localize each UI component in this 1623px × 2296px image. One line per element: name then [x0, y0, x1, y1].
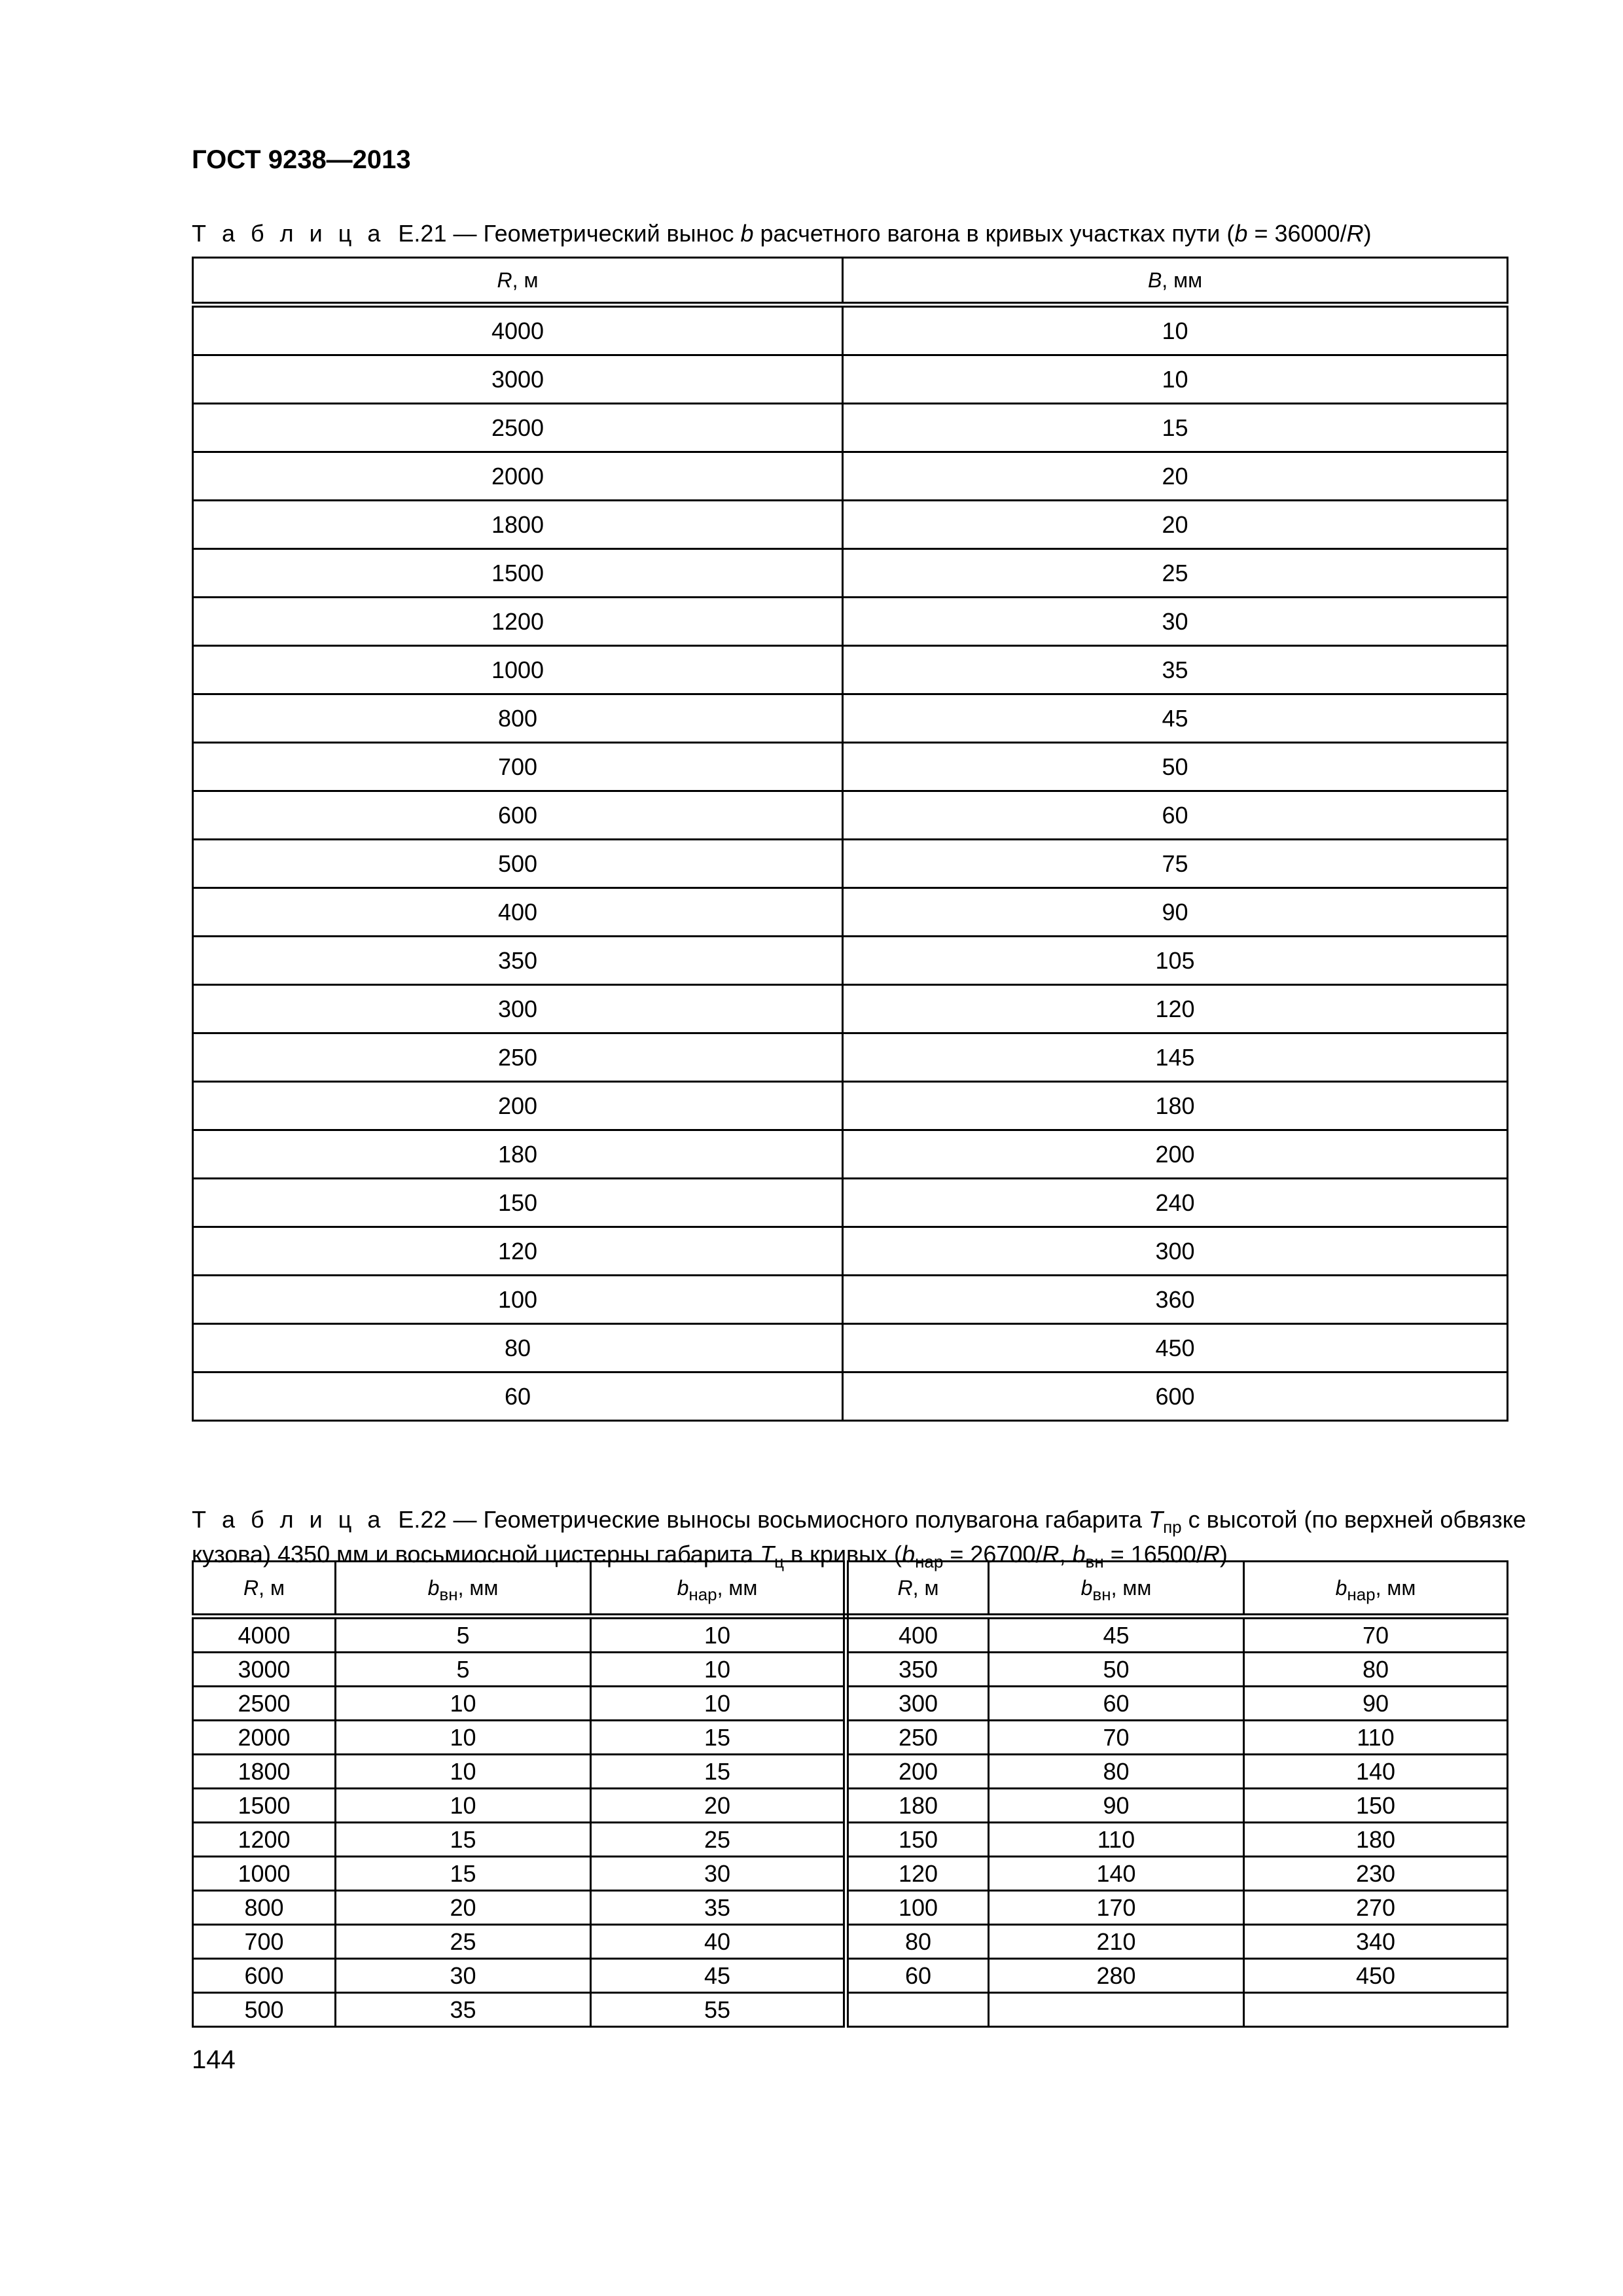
- table-cell: 280: [989, 1959, 1244, 1993]
- header-unit: , м: [912, 1575, 939, 1600]
- header-var: b: [1080, 1575, 1093, 1600]
- table-cell: 140: [989, 1857, 1244, 1891]
- table-cell: 45: [591, 1959, 846, 1993]
- table-row: [193, 1755, 1508, 1789]
- table-cell: 400: [193, 888, 843, 937]
- table-cell: 30: [336, 1959, 591, 1993]
- table-cell: 30: [591, 1857, 846, 1891]
- table-row: [193, 1130, 1508, 1179]
- table-cell: 60: [989, 1687, 1244, 1721]
- table-row: [193, 549, 1508, 598]
- table-row: [193, 452, 1508, 501]
- table-cell: 180: [1244, 1823, 1508, 1857]
- caption-var-r: R: [1202, 1541, 1220, 1568]
- table-cell: 60: [193, 1372, 843, 1421]
- table-row: [193, 888, 1508, 937]
- caption-var-b: b: [740, 220, 754, 247]
- table-cell: 3000: [193, 355, 843, 404]
- table-number: Е.21: [398, 220, 447, 247]
- caption-var-b: b: [902, 1541, 916, 1568]
- table-cell: 35: [843, 646, 1508, 694]
- column-header-r: [846, 1562, 989, 1617]
- table-row: [193, 355, 1508, 404]
- table-row: [193, 1959, 1508, 1993]
- table-cell: 1500: [193, 549, 843, 598]
- header-var: R: [497, 268, 512, 292]
- table-cell: 55: [591, 1993, 846, 2027]
- table-cell: 250: [193, 1033, 843, 1082]
- table-row: [193, 1857, 1508, 1891]
- table-row: [193, 1721, 1508, 1755]
- table-cell: 400: [846, 1617, 989, 1653]
- caption-text: — Геометрические выносы восьмиосного полувагона габарита: [446, 1506, 1149, 1533]
- table-cell: 10: [336, 1721, 591, 1755]
- table-cell: 120: [846, 1857, 989, 1891]
- table-cell: 600: [843, 1372, 1508, 1421]
- caption-var-r: R: [1042, 1541, 1060, 1568]
- document-code: ГОСТ 9238—2013: [192, 145, 411, 174]
- header-var: B: [1147, 268, 1162, 292]
- caption-text: кузова) 4350 мм и восьмиосной цистерны габарита: [192, 1541, 760, 1568]
- table-cell: 90: [989, 1789, 1244, 1823]
- page-number: 144: [192, 2045, 236, 2074]
- table-row: [193, 937, 1508, 985]
- table-cell: 45: [843, 694, 1508, 743]
- header-var: R: [897, 1575, 913, 1600]
- column-header-bvn: [336, 1562, 591, 1617]
- header-unit: , м: [259, 1575, 285, 1600]
- table-cell: 70: [1244, 1617, 1508, 1653]
- table-row: [193, 791, 1508, 840]
- table-cell: 20: [843, 452, 1508, 501]
- table-cell: 170: [989, 1891, 1244, 1925]
- table-cell: 200: [843, 1130, 1508, 1179]
- table-e22-body: [193, 1617, 1508, 2027]
- table-number: Е.22: [398, 1506, 447, 1533]
- table-cell: 150: [846, 1823, 989, 1857]
- table-cell: 10: [591, 1653, 846, 1687]
- column-header-bnar: [591, 1562, 846, 1617]
- table-row: [193, 1179, 1508, 1227]
- table-cell: 25: [591, 1823, 846, 1857]
- table-cell: 1800: [193, 1755, 336, 1789]
- header-sub: вн: [439, 1584, 458, 1604]
- table-label: Т а б л и ц а: [192, 220, 385, 247]
- table-cell: 500: [193, 1993, 336, 2027]
- table-cell: 500: [193, 840, 843, 888]
- table-cell: 10: [843, 355, 1508, 404]
- table-cell: 600: [193, 1959, 336, 1993]
- table-row: [193, 305, 1508, 355]
- table-row: [193, 1925, 1508, 1959]
- table-cell: 300: [846, 1687, 989, 1721]
- table-cell: 250: [846, 1721, 989, 1755]
- table-cell: 140: [1244, 1755, 1508, 1789]
- table-cell: 105: [843, 937, 1508, 985]
- table-cell: 450: [1244, 1959, 1508, 1993]
- caption-text: ,: [1059, 1541, 1073, 1568]
- table-label: Т а б л и ц а: [192, 1506, 385, 1533]
- caption-formula: = 26700/: [943, 1541, 1043, 1568]
- table-row: [193, 1227, 1508, 1276]
- table-cell: 80: [846, 1925, 989, 1959]
- table-row: [193, 985, 1508, 1033]
- header-unit: , мм: [457, 1575, 499, 1600]
- table-cell: 120: [193, 1227, 843, 1276]
- table-row: [193, 1617, 1508, 1653]
- caption-var-b: b: [1234, 220, 1248, 247]
- table-cell: 35: [336, 1993, 591, 2027]
- caption-text: расчетного вагона в кривых участках пути (: [753, 220, 1235, 247]
- table-cell: 2500: [193, 404, 843, 452]
- table-row: [193, 743, 1508, 791]
- table-row: [193, 1033, 1508, 1082]
- table-cell: 300: [843, 1227, 1508, 1276]
- caption-sub: пр: [1163, 1517, 1182, 1537]
- table-row: [193, 1324, 1508, 1372]
- table-cell: 40: [591, 1925, 846, 1959]
- table-cell: 350: [846, 1653, 989, 1687]
- table-cell: 145: [843, 1033, 1508, 1082]
- header-var: R: [243, 1575, 259, 1600]
- table-cell: 100: [193, 1276, 843, 1324]
- table-cell: 1200: [193, 598, 843, 646]
- table-row: [193, 1276, 1508, 1324]
- table-cell: 80: [989, 1755, 1244, 1789]
- table-cell: 700: [193, 1925, 336, 1959]
- caption-text: с высотой (по верхней обвязке: [1181, 1506, 1526, 1533]
- table-cell: 15: [336, 1823, 591, 1857]
- table-cell: 360: [843, 1276, 1508, 1324]
- table-cell: 180: [843, 1082, 1508, 1130]
- table-cell: 3000: [193, 1653, 336, 1687]
- column-header-r: [193, 258, 843, 305]
- table-cell: 1500: [193, 1789, 336, 1823]
- caption-var-r: R: [1346, 220, 1364, 247]
- table-cell: 600: [193, 791, 843, 840]
- table-cell: 450: [843, 1324, 1508, 1372]
- table-cell: 180: [846, 1789, 989, 1823]
- table-cell: 10: [591, 1617, 846, 1653]
- table-cell: 15: [843, 404, 1508, 452]
- table-cell: [846, 1993, 989, 2027]
- table-cell: 45: [989, 1617, 1244, 1653]
- caption-text: в кривых (: [784, 1541, 902, 1568]
- table-cell: 270: [1244, 1891, 1508, 1925]
- table-cell: 110: [1244, 1721, 1508, 1755]
- table-cell: 10: [843, 305, 1508, 355]
- table-cell: [989, 1993, 1244, 2027]
- table-cell: 20: [843, 501, 1508, 549]
- header-var: b: [427, 1575, 440, 1600]
- table-cell: 20: [336, 1891, 591, 1925]
- table-cell: 2000: [193, 1721, 336, 1755]
- table-cell: 200: [193, 1082, 843, 1130]
- caption-sub: ц: [774, 1552, 785, 1571]
- table-cell: 15: [336, 1857, 591, 1891]
- header-unit: , мм: [1162, 268, 1203, 292]
- table-row: [193, 404, 1508, 452]
- table-row: [193, 1823, 1508, 1857]
- table-cell: 10: [336, 1789, 591, 1823]
- table-cell: 25: [336, 1925, 591, 1959]
- table-cell: 800: [193, 1891, 336, 1925]
- table-cell: 2000: [193, 452, 843, 501]
- table-cell: 20: [591, 1789, 846, 1823]
- table-row: [193, 1372, 1508, 1421]
- table-row: [193, 1082, 1508, 1130]
- table-cell: 4000: [193, 1617, 336, 1653]
- table-e21-body: [193, 305, 1508, 1421]
- table-cell: 100: [846, 1891, 989, 1925]
- table-cell: 700: [193, 743, 843, 791]
- table-row: [193, 598, 1508, 646]
- table-cell: 230: [1244, 1857, 1508, 1891]
- header-sub: вн: [1092, 1584, 1111, 1604]
- table-cell: 350: [193, 937, 843, 985]
- table-cell: 1000: [193, 646, 843, 694]
- table-cell: 1000: [193, 1857, 336, 1891]
- table-cell: 4000: [193, 305, 843, 355]
- header-sub: нар: [1347, 1584, 1376, 1604]
- header-unit: , мм: [717, 1575, 758, 1600]
- table-cell: 80: [193, 1324, 843, 1372]
- table-cell: 180: [193, 1130, 843, 1179]
- table-cell: 25: [843, 549, 1508, 598]
- table-cell: 340: [1244, 1925, 1508, 1959]
- table-cell: 90: [843, 888, 1508, 937]
- table-cell: 300: [193, 985, 843, 1033]
- table-cell: 35: [591, 1891, 846, 1925]
- header-unit: , мм: [1375, 1575, 1416, 1600]
- table-cell: 90: [1244, 1687, 1508, 1721]
- caption-sub: нар: [915, 1552, 944, 1571]
- caption-sub: вн: [1085, 1552, 1104, 1571]
- table-cell: 60: [843, 791, 1508, 840]
- table-row: [193, 840, 1508, 888]
- table-row: [193, 501, 1508, 549]
- table-cell: 80: [1244, 1653, 1508, 1687]
- header-sub: нар: [688, 1584, 717, 1604]
- header-unit: , мм: [1111, 1575, 1152, 1600]
- table-cell: 5: [336, 1653, 591, 1687]
- header-var: b: [1335, 1575, 1347, 1600]
- table-e21: [192, 257, 1508, 1422]
- caption-var-b: b: [1072, 1541, 1086, 1568]
- column-header-bvn: [989, 1562, 1244, 1617]
- caption-formula: = 16500/: [1103, 1541, 1203, 1568]
- table-cell: 2500: [193, 1687, 336, 1721]
- table-cell: 210: [989, 1925, 1244, 1959]
- table-e21-caption: [192, 213, 1372, 255]
- table-cell: 1200: [193, 1823, 336, 1857]
- caption-formula: = 36000/: [1247, 220, 1347, 247]
- table-row: [193, 646, 1508, 694]
- table-cell: 10: [336, 1755, 591, 1789]
- table-cell: 70: [989, 1721, 1244, 1755]
- table-cell: 150: [1244, 1789, 1508, 1823]
- table-row: [193, 1891, 1508, 1925]
- caption-text: ): [1219, 1541, 1228, 1568]
- table-cell: 15: [591, 1721, 846, 1755]
- table-cell: 200: [846, 1755, 989, 1789]
- table-row: [193, 1653, 1508, 1687]
- table-row: [193, 1789, 1508, 1823]
- table-row: [193, 1993, 1508, 2027]
- table-cell: 30: [843, 598, 1508, 646]
- table-cell: [1244, 1993, 1508, 2027]
- table-row: [193, 694, 1508, 743]
- caption-var-t: T: [760, 1541, 775, 1568]
- table-cell: 50: [989, 1653, 1244, 1687]
- header-unit: , м: [512, 268, 539, 292]
- table-e22: [192, 1560, 1508, 2028]
- table-cell: 75: [843, 840, 1508, 888]
- header-var: b: [677, 1575, 689, 1600]
- caption-var-t: T: [1149, 1506, 1164, 1533]
- table-cell: 50: [843, 743, 1508, 791]
- caption-text: ): [1363, 220, 1372, 247]
- table-cell: 120: [843, 985, 1508, 1033]
- table-cell: 150: [193, 1179, 843, 1227]
- table-cell: 5: [336, 1617, 591, 1653]
- column-header-r: [193, 1562, 336, 1617]
- table-cell: 240: [843, 1179, 1508, 1227]
- table-cell: 800: [193, 694, 843, 743]
- caption-text: — Геометрический вынос: [446, 220, 741, 247]
- table-cell: 60: [846, 1959, 989, 1993]
- table-cell: 15: [591, 1755, 846, 1789]
- column-header-b: [843, 258, 1508, 305]
- table-cell: 1800: [193, 501, 843, 549]
- table-cell: 10: [336, 1687, 591, 1721]
- table-row: [193, 1687, 1508, 1721]
- table-cell: 110: [989, 1823, 1244, 1857]
- column-header-bnar: [1244, 1562, 1508, 1617]
- table-cell: 10: [591, 1687, 846, 1721]
